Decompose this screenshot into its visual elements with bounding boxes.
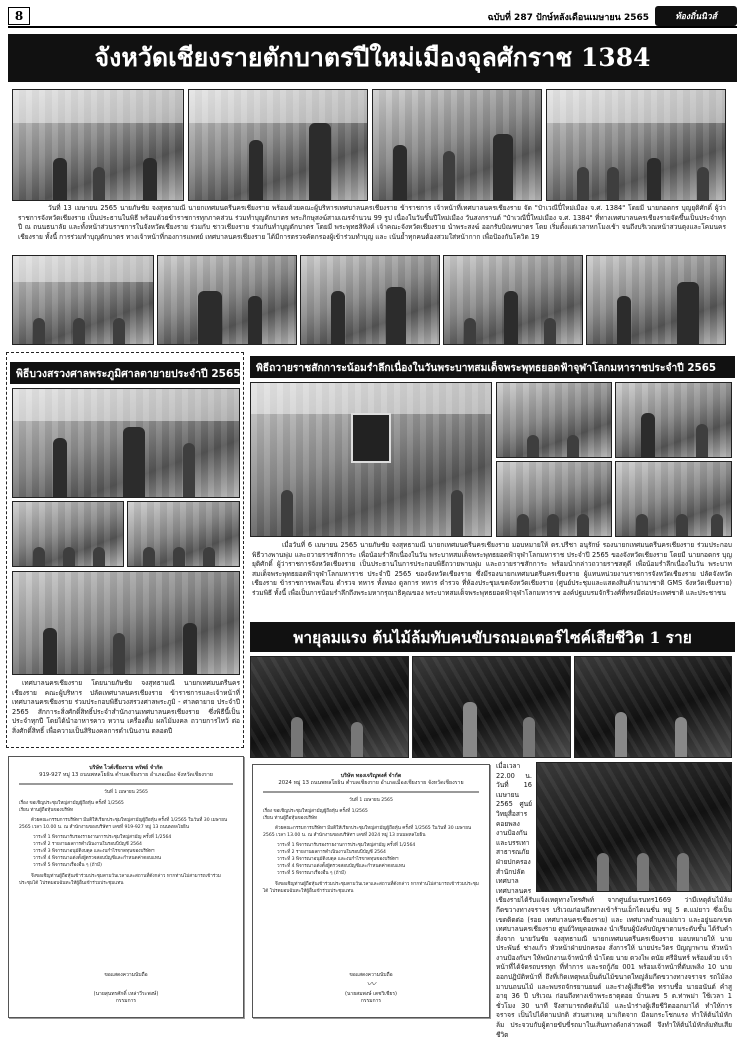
royal-headline: พิธีถวายราชสักการะน้อมรำลึกเนื่องในวันพระบาทสมเด็จพระพุทธยอดฟ้าจุฬาโลกมหาราชประจำปี 2565	[250, 356, 735, 378]
storm-story-body: เมื่อเวลา 22.00 น. วันที่ 16 เมษายน 2565 ศูนย์วิทยุสื่อสารคอยพลง งานป้องกันและบรรเทาสาธารณภัย ฝ่ายปกครอง สำนักปลัดเทศบาล เทศบาลนครเชียงรายได้รับแจ้งเหตุทางโทรศัพท์ จากศูนย์นเรนทร1669 ว่ามีเหตุต้นไม้ล้มกีดขวางทางจราจร บริเวณก่อนถึงทางเข้าร้านเอ็กไดเนชั่น หมู่ 5 ต.แม่ยาว ซึ่งเป็นเขตติดต่อ (รอย เทศบาลนครเชียงราย) และ เทศบาลตำบลแม่ยาว และอยู่นอกเขตเทศบาลนครเชียงราย ศูนย์วิทยุคอยพลง นำเรียนผู้บังคับบัญชาตามระดับชั้น ได้รับคำสั่งจาก นายวันชัย จงสุทธามณี นายกเทศมนตรีนครเชียงราย มอบหมายให้ นายประพันธ์ ช่างแก้ว หัวหน้าฝ่ายปกครอง สั่งการให้ นายประวิตร ปัญญาพาน หัวหน้างานป้องกันฯ ให้พนักงานเจ้าหน้าที่ นำโดย นาย ดวงไพ ดนัย ศรีอินทร์ พร้อมด้วย เจ้าหน้าที่ได้จัดรถบรรทุก ที่ทำการ และรถกู้ภัย 001 พร้อมเจ้าหน้าที่ดับเพลิง 10 นาย ออกปฏิบัติหน้าที่ ถึงที่เกิดเหตุพบเป็นต้นไม้ขนาดใหญ่ล้มกีดขวางทางจราจร รถไม้ลงมาบนถนนไม้ และพบรถจักรยานยนต์ และร่างผู้เสียชีวิต ทราบชื่อ นายอนันต์ คำสู อายุ 36 ปี บริเวณ ก่อนถึงทางเข้าพระธาตุดอย บ้านเลข 5 ต.ท่าพม่า ใช้เวลา 1 ชั่วโมง 30 นาที จึงสามารถตัดต้นไม้ และนำร่างผู้เสียชีวิตออกมาได้ ทำให้การจราจร เป็นไปได้ตามปกติ ส่วนสาเหตุ มาเกิดจาก มีลมกระโชกแรง ทำให้ต้นไม้หักล้ม ประจวบกับผู้ตายขับขี่รถมาในเส้นทางดังกล่าวพอดี จึงทำให้ต้นไม้หักล้มทับเสียชีวิต	[496, 762, 732, 1039]
photo-royal-hall	[496, 382, 612, 458]
notice-right-regards: ขอแสดงความนับถือ	[349, 972, 393, 978]
main-story-body: วันที่ 13 เมษายน 2565 นายภัษชัย จงสุทธามณี นายกเทศมนตรีนครเชียงราย พร้อมด้วยคณะผู้บริหารเทศบาลนครเชียงราย ข้าราชการ เจ้าหน้าที่เทศบาลนครเชียงราย จัด "ป๋าเวณีปี๋ใหม่เมือง จ.ศ. 1384" โดยมี นายกอดกร บุญยุติศักดิ์ ผู้ว่าราชการจังหวัดเชียงราย เป็นประธานในพิธี พร้อมด้วยข้าราชการทุกภาคส่วน ร่วมทำบุญตักบาตร พระภิกษุสงฆ์สามเณรจำนวน 99 รูป เนื่องในวันขึ้นปีใหม่เมือง วันสงกรานต์ "ป๋าเวณีปี๋ใหม่เมือง จ.ศ. 1384" ที่ทางเทศบาลนครเชียงรายจัดขึ้นเป็นประจำทุกปี ณ ถนนธนาลัย และทั้งหน้าส่วนราชการในจังหวัดเชียงราย ร่วมกับ ชาวเชียงราย ร่วมกันทำบุญตักบาตร โดยมี พระพุทธสิหิงค์ เจ้าคณะจังหวัดเชียงราย นำพระสงฆ์ ออกรับบิณฑบาตร โดย เริ่มตั้งแต่เวลาหกโมงเช้า จนถึงบริเวณหน้าสวนตุงและโคมนครเชียงราย ทั้งนี้ การร่วมทำบุญตักบาตร ทางเจ้าหน้าที่กองการแพทย์ เทศบาลนครเชียงราย ได้มีการตรวจคัดกรองผู้เข้าร่วมทำบุญ และ เน้นย้ำทุกคนต้องสวมใส่หน้ากาก เพื่อป้องกันโควิด 19	[18, 204, 726, 241]
storm-headline: พายุลมแรง ต้นไม้ล้มทับคนขับรถมอเตอร์ไซค์เสียชีวิต 1 ราย	[250, 622, 735, 652]
photo-street-procession	[546, 89, 726, 201]
notice-left-agenda-2: วาระที่ 2 รายงานผลการดำเนินงานในรอบปีบัญชี 2564	[33, 842, 142, 847]
photo-ceremony-tent	[12, 501, 124, 567]
photo-royal-seats	[615, 461, 732, 537]
photo-royal-stage	[250, 382, 492, 537]
photo-monks-street	[12, 89, 184, 201]
notice-left-agenda-1: วาระที่ 1 พิจารณารับรองรายงานการประชุมใหญ่สามัญ ครั้งที่ 1/2564	[33, 835, 172, 840]
photo-woman-giving	[586, 255, 726, 345]
notice-left-to: เรียน ท่านผู้ถือหุ้นของบริษัท	[19, 808, 74, 813]
notice-left-closing: จึงขอเชิญท่านผู้ถือหุ้นเข้าร่วมประชุมตามวันเวลาและสถานที่ดังกล่าว หากท่านไม่สามารถเข้าร่วมประชุมได้ โปรดมอบฉันทะให้ผู้อื่นเข้าร่วมประชุมแทน	[19, 874, 221, 886]
photo-shrine-offering	[12, 388, 240, 498]
photo-monk-alms	[157, 255, 297, 345]
photo-ceremony-group	[127, 501, 240, 567]
notice-left-intro: ด้วยคณะกรรมการบริษัทฯ มีมติให้เรียกประชุมใหญ่สามัญผู้ถือหุ้น ครั้งที่ 1/2565 ในวันที่ 30 เมษายน 2565 เวลา 10.00 น. ณ สำนักงานของบริษัทฯ เลขที่ 919-927 หมู่ 13 ถนนพหลโยธิน	[19, 818, 228, 830]
notice-right-subject: เรื่อง ขอเชิญประชุมใหญ่สามัญผู้ถือหุ้น ครั้งที่ 1/2565	[263, 809, 368, 814]
notice-right-intro: ด้วยคณะกรรมการบริษัทฯ มีมติให้เรียกประชุมใหญ่สามัญผู้ถือหุ้น ครั้งที่ 1/2565 ในวันที่ 30 เมษายน 2565 เวลา 13.00 น. ณ สำนักงานของบริษัทฯ เลขที่ 2024 หมู่ 13 ถนนพหลโยธิน	[263, 826, 472, 838]
notice-left-subject: เรื่อง ขอเชิญประชุมใหญ่สามัญผู้ถือหุ้น ครั้งที่ 1/2565	[19, 801, 124, 806]
photo-shrine-table	[12, 571, 240, 675]
notice-right-agenda-5: วาระที่ 5 พิจารณาเรื่องอื่น ๆ (ถ้ามี)	[277, 871, 346, 876]
photo-storm-tree	[250, 656, 409, 758]
notice-left-agenda-4: วาระที่ 4 พิจารณาแต่งตั้งผู้ตรวจสอบบัญชีและกำหนดค่าตอบแทน	[33, 856, 162, 861]
notice-left-address: 919-927 หมู่ 13 ถนนพหลโยธิน ตำบลเชียงราย อำเภอเมือง จังหวัดเชียงราย	[39, 772, 213, 778]
notice-right-company: บริษัท ทองเจริญพงศ์ จำกัด	[340, 773, 402, 779]
ceremony-story-body: เทศบาลนครเชียงราย โดยนายภัษชัย จงสุทธามณี นายกเทศมนตรีนครเชียงราย คณะผู้บริหาร ปลัดเทศบาลนครเชียงราย ข้าราชการและเจ้าหน้าที่เทศบาลนครเชียงราย ร่วมประกอบพิธีบวงสรวงศาลพระภูมิ - ศาลตายาย ประจำปี 2565 สักการะสิ่งศักดิ์สิทธิ์ประจำสำนักงานเทศบาลนครเชียงราย ซึ่งพิธีนี้เป็นประจำทุกปี โดยได้นำอาหารคาว หวาน เครื่องดื่ม ผลไม้มงคล ถวายการไหว้ ต่อสิ่งศักดิ์สิทธิ์ เพื่อความเป็นสิริมงคลการดำเนินงาน ตลอดปี	[12, 679, 240, 735]
notice-right-agenda-3: วาระที่ 3 พิจารณาอนุมัติงบดุล และงบกำไรขาดทุนของบริษัทฯ	[277, 857, 399, 862]
photo-storm-rescue	[412, 656, 571, 758]
newspaper-logo: ท้องถิ่นนิวส์	[655, 6, 737, 26]
photo-monks-line	[443, 255, 583, 345]
photo-crowd-road	[12, 255, 154, 345]
photo-royal-officials	[496, 461, 612, 537]
ceremony-headline: พิธีบวงสรวงศาลพระภูมิศาลตายายประจำปี 2565	[10, 362, 240, 384]
notice-right-role: กรรมการ	[360, 998, 382, 1004]
notice-left-agenda-5: วาระที่ 5 พิจารณาเรื่องอื่น ๆ (ถ้ามี)	[33, 863, 102, 868]
notice-left-company: บริษัท ไวต์เชียงราย ทรัพย์ จำกัด	[89, 765, 163, 771]
notice-right-signer: (นายสมพงษ์ เตชวิเชียร)	[345, 991, 397, 997]
notice-left-signer: (นายสุนทรศักดิ์ เหล่าวีระพงษ์)	[93, 991, 159, 997]
notice-left-regards: ขอแสดงความนับถือ	[104, 972, 148, 978]
issue-info: ฉบับที่ 287 ปักษ์หลังเดือนเมษายน 2565	[487, 13, 649, 23]
notice-right-agenda-2: วาระที่ 2 รายงานผลการดำเนินงานในรอบปีบัญชี 2564	[277, 850, 386, 855]
notice-left-date: วันที่ 1 เมษายน 2565	[104, 790, 148, 795]
notice-right-closing: จึงขอเชิญท่านผู้ถือหุ้นเข้าร่วมประชุมตามวันเวลาและสถานที่ดังกล่าว หากท่านไม่สามารถเข้าร่วมประชุมได้ โปรดมอบฉันทะให้ผู้อื่นเข้าร่วมประชุมแทน	[263, 882, 479, 894]
notice-left-agenda-3: วาระที่ 3 พิจารณาอนุมัติงบดุล และงบกำไรขาดทุนของบริษัทฯ	[33, 849, 155, 854]
page-number: 8	[8, 7, 30, 25]
notice-right-date: วันที่ 1 เมษายน 2565	[349, 798, 393, 803]
royal-story-body: เมื่อวันที่ 6 เมษายน 2565 นายภัษชัย จงสุทธามณี นายกเทศมนตรีนครเชียงราย มอบหมายให้ ดร.ปรีชา อนุรักษ์ รองนายกเทศมนตรีนครเชียงราย ร่วมประกอบพิธีวางพานพุ่ม และถวายราชสักการะ เพื่อน้อมรำลึกเนื่องในวัน พระบาทสมเด็จพระพุทธยอดฟ้าจุฬาโลกมหาราช ประจำปี 2565 ของจังหวัดเชียงราย โดยมี นายกอดกร บุญยุติศักดิ์ ผู้ว่าราชการจังหวัดเชียงราย เป็นประธานในการประกอบพิธีถวายพานพุ่ม และถวายราชสักการะ พร้อมนำกล่าวถวายราชสดุดี เพื่อน้อมรำลึกเนื่องในวัน พระบาทสมเด็จพระพุทธยอดฟ้าจุฬาโลกมหาราช ประจำปี 2565 ของจังหวัดเชียงราย ซึ่งมีรองนายกเทศมนตรีนครเชียงราย ผู้แทนหน่วยงานราชการจังหวัดเชียงราย ปลัดจังหวัดเชียงราย ข้าราชการพลเรือน ตำรวจ ทหาร ทั้งทอง ดูลการ ทหาร ตำรวจ ที่ห้องประชุมเขตจังหวัดเชียงราย (ศูนย์ประชุมและแสดงสินค้านานาชาติ GMS จังหวัดเชียงราย) ร่วมพิธี ทั้งนี้ เพื่อเป็นการน้อมรำลึกถึงพระมหากรุณาธิคุณของ พระบาทสมเด็จพระพุทธยอดฟ้าจุฬาโลกมหาราช องค์ปฐมบรมจักรีวงศ์ที่ทรงมีต่อประเทศชาติ และประชาชน	[252, 541, 732, 597]
notice-right-agenda-4: วาระที่ 4 พิจารณาแต่งตั้งผู้ตรวจสอบบัญชีและกำหนดค่าตอบแทน	[277, 864, 406, 869]
notice-right-to: เรียน ท่านผู้ถือหุ้นของบริษัท	[263, 816, 318, 821]
photo-royal-garland	[615, 382, 732, 458]
signature-scribble: 〰	[366, 980, 376, 990]
photo-alms-offering	[372, 89, 542, 201]
notice-right-address: 2024 หมู่ 13 ถนนพหลโยธิน ตำบลเชียงราย อำเภอเมืองเชียงราย จังหวัดเชียงราย	[278, 780, 464, 786]
notice-left-role: กรรมการ	[115, 998, 137, 1004]
storm-text-mask	[534, 760, 734, 894]
main-headline: จังหวัดเชียงรายตักบาตรปีใหม่เมืองจุลศักราช 1384	[8, 34, 737, 82]
notice-right-agenda-1: วาระที่ 1 พิจารณารับรองรายงานการประชุมใหญ่สามัญ ครั้งที่ 1/2564	[277, 843, 416, 848]
photo-ceremony-officials	[188, 89, 368, 201]
notice-left	[8, 756, 244, 1018]
page-header	[8, 6, 737, 28]
photo-officials-giving	[300, 255, 440, 345]
photo-storm-night	[574, 656, 732, 758]
notice-right	[252, 764, 490, 1018]
